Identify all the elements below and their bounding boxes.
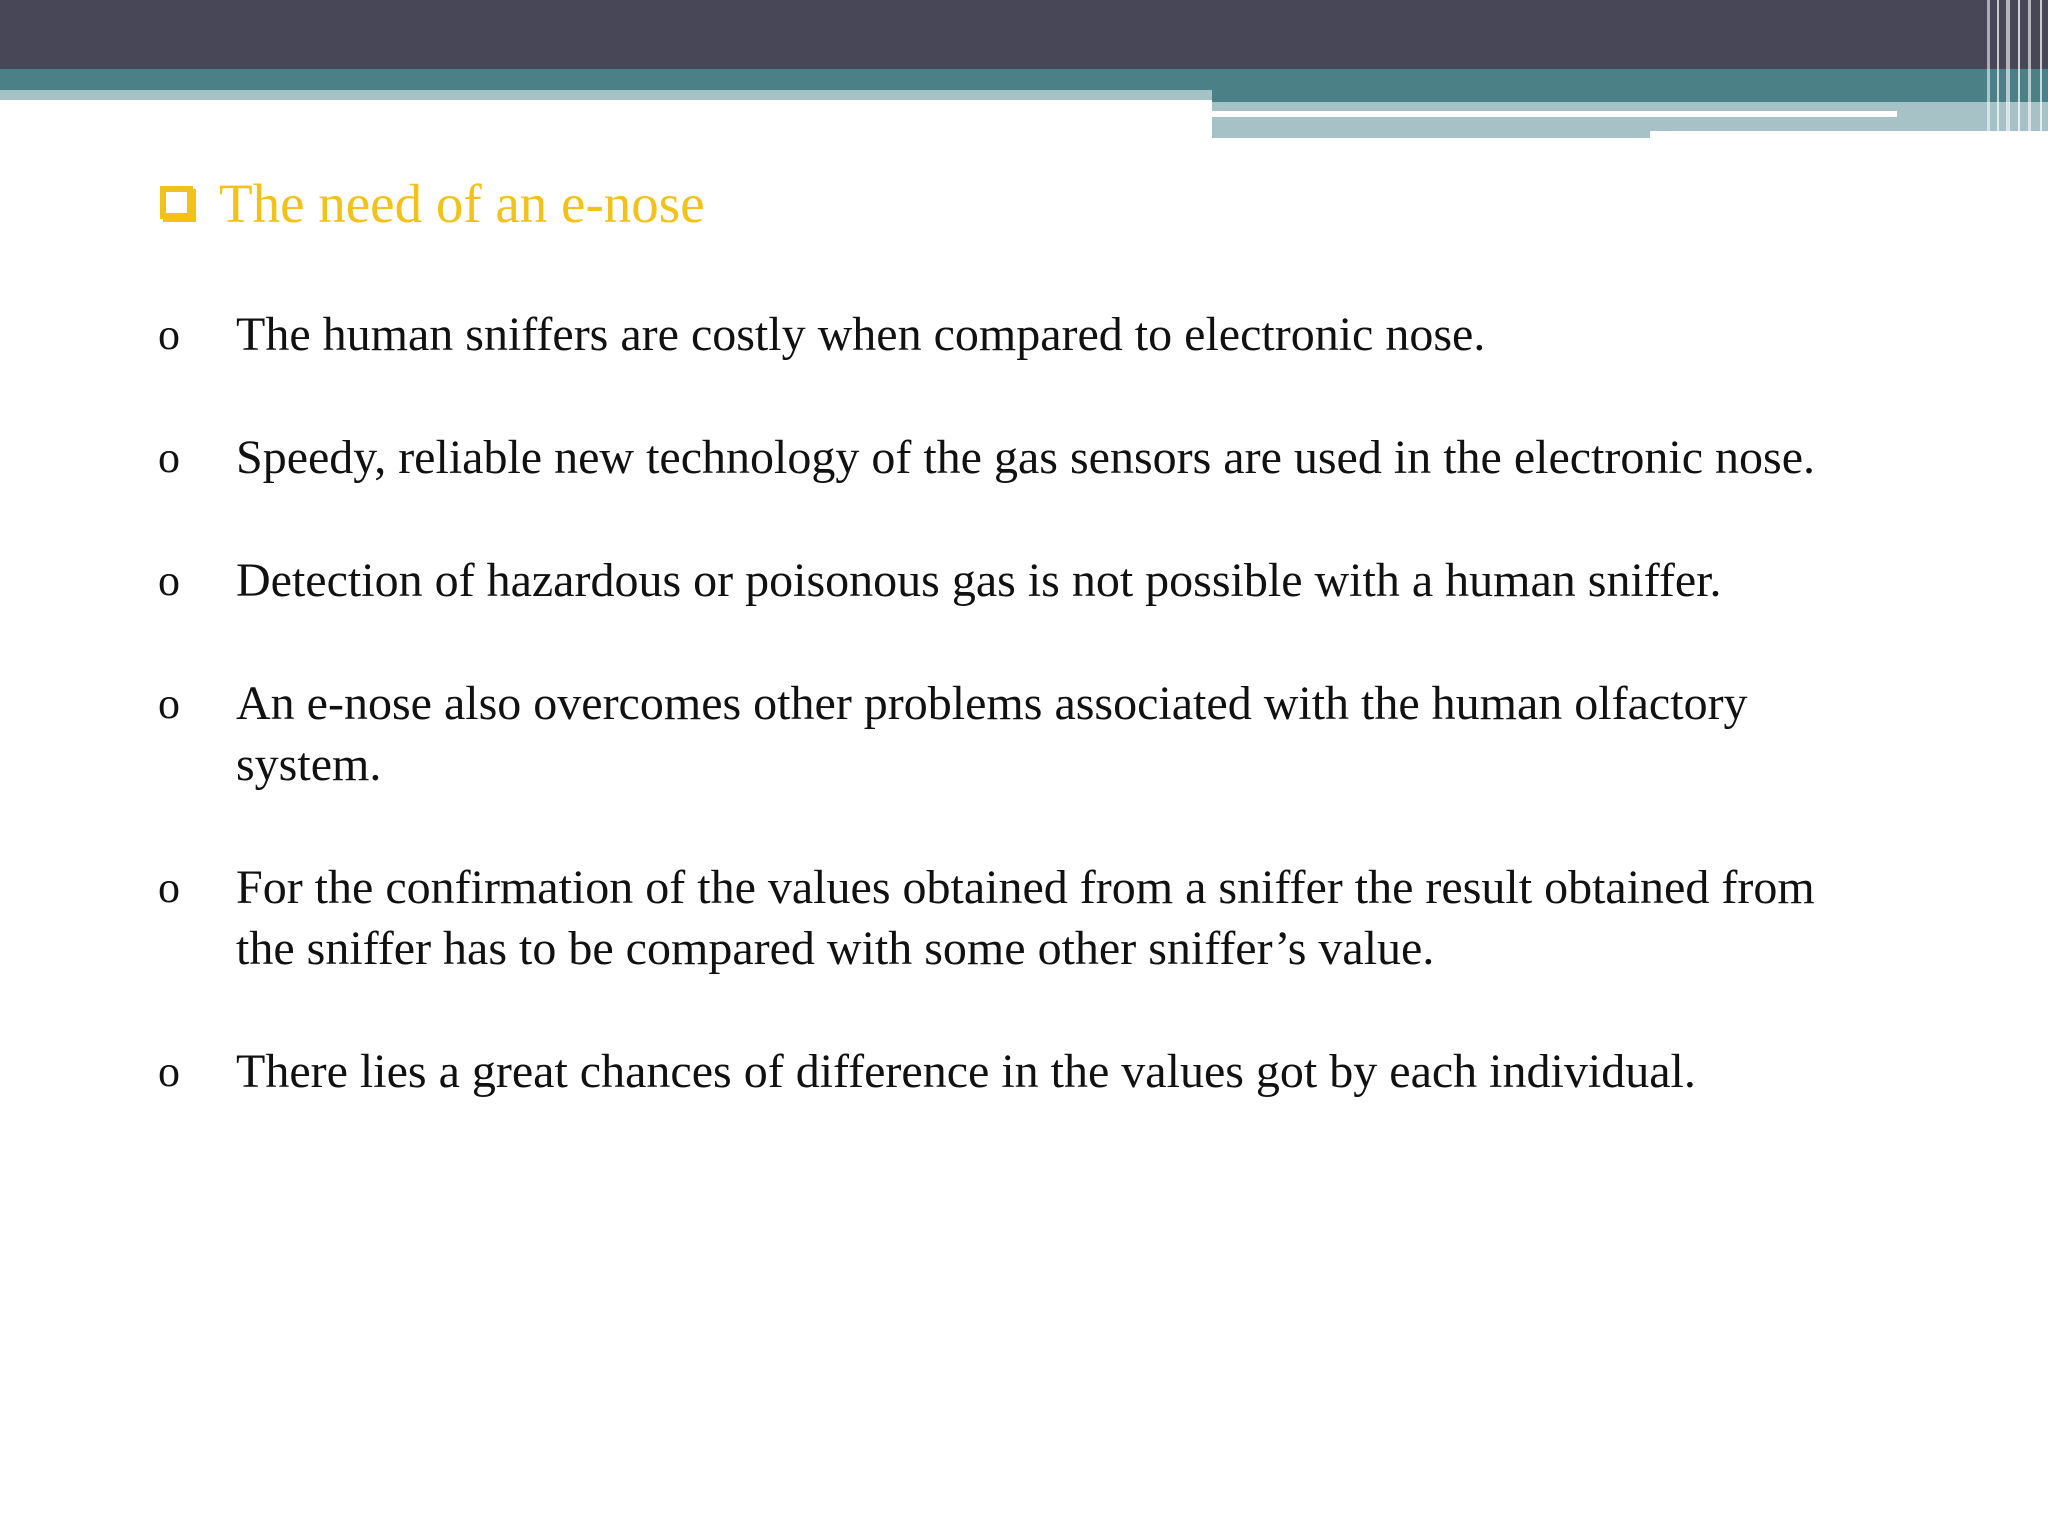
bullet-marker: o (158, 679, 180, 728)
list-item (155, 304, 1875, 365)
banner-stripe (1997, 0, 1999, 138)
list-item (155, 550, 1875, 611)
bullet-list (155, 304, 1875, 1102)
banner-stripe (2018, 0, 2020, 138)
banner-stripe (2040, 0, 2042, 138)
bullet-marker: o (158, 1047, 180, 1096)
bullet-text: There lies a great chances of difference in the values got by each individual. (236, 1045, 1696, 1098)
bullet-marker: o (158, 556, 180, 605)
banner-light-band (0, 90, 1212, 100)
bullet-text: The human sniffers are costly when compared to electronic nose. (236, 308, 1486, 361)
banner-stripe (2006, 0, 2010, 138)
bullet-text: For the confirmation of the values obtained from a sniffer the result obtained from the sniffer has to be compared with some other sniffer’s value. (236, 861, 1815, 975)
bullet-marker: o (158, 310, 180, 359)
banner-white-line (1212, 111, 1897, 117)
list-item (155, 1041, 1875, 1102)
bullet-text: Detection of hazardous or poisonous gas is not possible with a human sniffer. (236, 554, 1722, 607)
banner-stripe (2028, 0, 2031, 138)
bullet-marker: o (158, 433, 180, 482)
bullet-marker: o (158, 863, 180, 912)
banner-stripe (1987, 0, 1990, 138)
bullet-text: An e-nose also overcomes other problems associated with the human olfactory system. (236, 677, 1748, 791)
slide-heading (160, 172, 705, 236)
list-item (155, 857, 1875, 979)
bullet-text: Speedy, reliable new technology of the gas sensors are used in the electronic nose. (236, 431, 1816, 484)
banner-teal-band (0, 69, 2048, 90)
banner-teal-step (1212, 90, 2048, 102)
banner-dark-band (0, 0, 2048, 69)
checkbox-icon (160, 186, 193, 219)
list-item (155, 673, 1875, 795)
slide-heading-text: The need of an e-nose (219, 173, 705, 234)
list-item (155, 427, 1875, 488)
